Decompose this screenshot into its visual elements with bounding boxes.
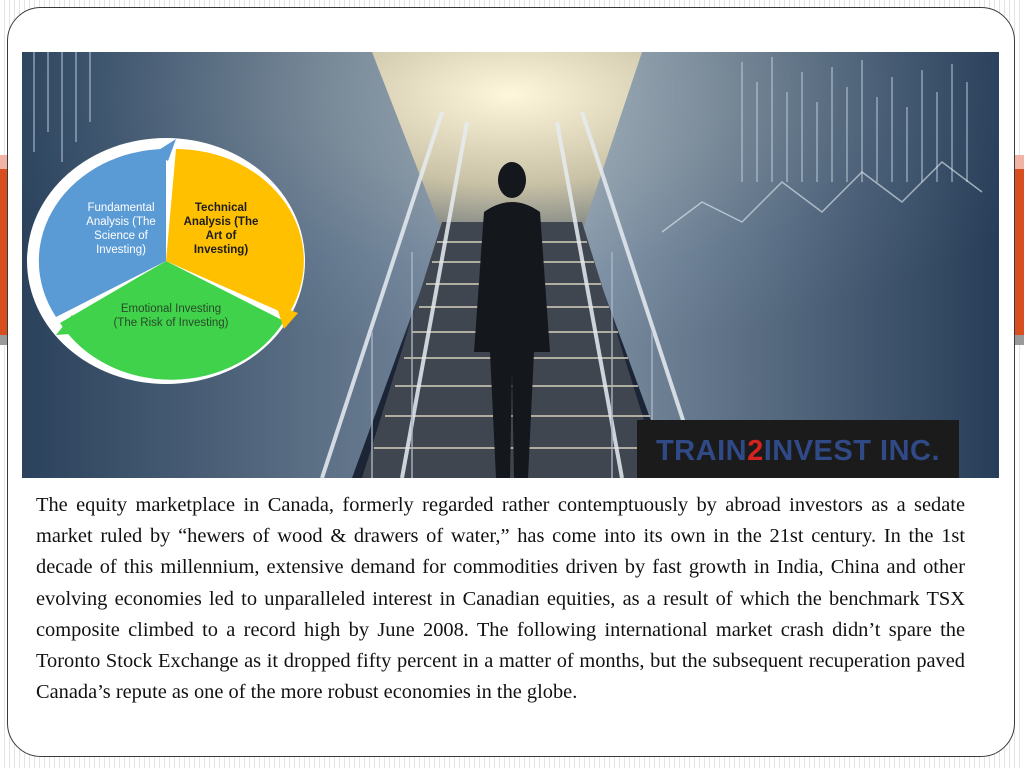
brand-prefix: TRAIN	[655, 434, 748, 467]
brand-accent: 2	[747, 434, 764, 467]
segment-label-fundamental: Fundamental Analysis (The Science of Investing)	[86, 202, 156, 256]
body-paragraph: The equity marketplace in Canada, formerly regarded rather contemptuously by abroad investors as a sedate market ruled by “hewers of wood & drawers of water,” has come into its own in the 21st century. In the 1st decade of this millennium, extensive demand for commodities driven by fast growth in India, China and other evolving economies led to unparalleled interest in Canadian equities, as a result of which the benchmark TSX composite climbed to a record high by June 2008. The following international market crash didn’t spare the Toronto Stock Exchange as it dropped fifty percent in a matter of months, but the subsequent recuperation paved Canada’s repute as one of the more robust economies in the globe.	[36, 494, 965, 704]
right-accent-cap-bottom	[1015, 335, 1024, 345]
brand-suffix: INVEST INC.	[763, 434, 941, 467]
investing-cycle-diagram	[26, 137, 306, 385]
brand-logo	[637, 420, 959, 478]
cycle-diagram-shapes	[26, 137, 306, 385]
right-accent-bar	[1015, 155, 1024, 345]
brand-logo-text	[656, 435, 940, 468]
segment-label-technical: Technical Analysis (The Art of Investing)	[183, 202, 259, 256]
right-accent-cap-top	[1015, 155, 1024, 169]
segment-label-emotional: Emotional Investing (The Risk of Investing)	[113, 303, 229, 329]
